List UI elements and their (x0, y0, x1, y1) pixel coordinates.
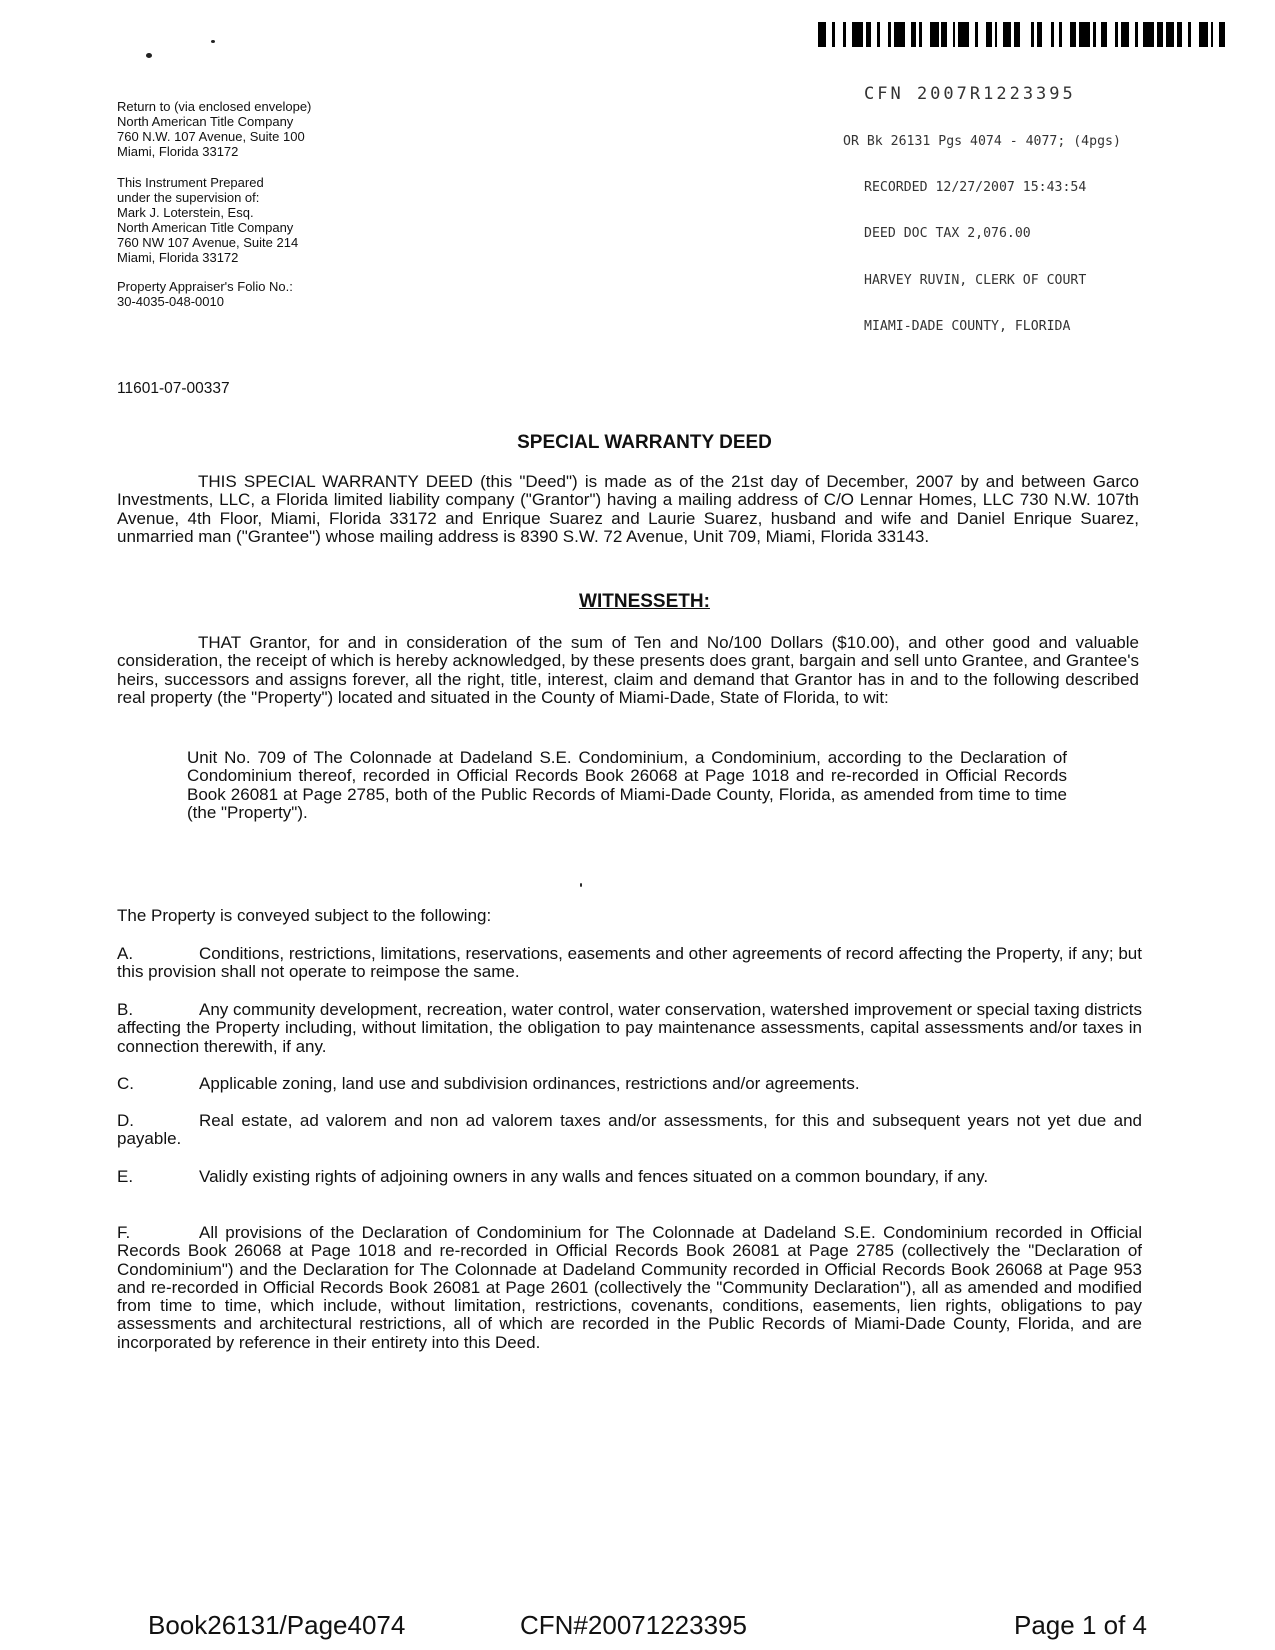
exception-text: Validly existing rights of adjoining owners in any walls and fences situated on a common boundary, if any. (199, 1167, 989, 1186)
scan-speck (211, 40, 215, 43)
footer-page-number: Page 1 of 4 (1014, 1610, 1147, 1640)
barcode-bar (1042, 22, 1050, 47)
exception-item-d (117, 1112, 1142, 1149)
barcode-bar (922, 22, 930, 47)
prepared-by-block (117, 175, 477, 265)
scan-speck (146, 53, 152, 58)
stamp-county: MIAMI-DADE COUNTY, FLORIDA (864, 318, 1071, 334)
return-to-line: North American Title Company (117, 114, 294, 129)
stamp-doc-tax: DEED DOC TAX 2,076.00 (864, 226, 1031, 242)
exception-letter: B. (117, 1000, 134, 1019)
prepared-by-line: Mark J. Loterstein, Esq. (117, 205, 254, 220)
scan-speck (580, 883, 582, 887)
barcode-bar (894, 22, 905, 47)
stamp-recorded: RECORDED 12/27/2007 15:43:54 (864, 180, 1087, 196)
barcode-bar (1121, 22, 1129, 47)
exception-item-e (117, 1168, 1142, 1186)
folio-block (117, 279, 477, 309)
barcode-bar (1199, 22, 1207, 47)
exception-text: Any community development, recreation, water control, water conservation, watershed improvement or special taxing districts affecting the Property including, without limitation, the obligation to pay maintenance assessments, capital assessments and/or taxes in connection therewith, if any. (117, 1000, 1142, 1056)
folio-number: 30-4035-048-0010 (117, 294, 224, 309)
footer-book-page: Book26131/Page4074 (148, 1610, 406, 1640)
exception-item-f (117, 1224, 1142, 1352)
prepared-by-line: 760 NW 107 Avenue, Suite 214 (117, 235, 299, 250)
exception-text: Real estate, ad valorem and non ad valorem taxes and/or assessments, for this and subsequent years not yet due and payable. (117, 1111, 1142, 1149)
barcode-bar (852, 22, 863, 47)
return-to-line: 760 N.W. 107 Avenue, Suite 100 (117, 129, 305, 144)
witnesseth-heading: WITNESSETH: (579, 591, 710, 612)
exception-item-a (117, 945, 1142, 982)
return-to-line: Return to (via enclosed envelope) (117, 99, 312, 114)
exception-letter: D. (117, 1111, 134, 1130)
exception-text: Conditions, restrictions, limitations, reservations, easements and other agreements of record affecting the Property, if any; but this provision shall not operate to reimpose the same. (117, 944, 1142, 982)
order-number: 11601-07-00337 (117, 380, 230, 397)
barcode-bar (1079, 22, 1090, 47)
barcode-bar (1020, 22, 1031, 47)
prepared-by-line: North American Title Company (117, 220, 294, 235)
exception-letter: E. (117, 1167, 134, 1186)
subject-to-intro: The Property is conveyed subject to the following: (117, 906, 492, 925)
return-to-line: Miami, Florida 33172 (117, 144, 239, 159)
barcode-bar (1225, 22, 1228, 47)
barcode-bar (978, 22, 986, 47)
exception-letter: C. (117, 1074, 134, 1093)
prepared-by-line: under the supervision of: (117, 190, 260, 205)
legal-description: Unit No. 709 of The Colonnade at Dadeland S.E. Condominium, a Condominium, according to the Declaration of Condominium thereof, recorded in Official Records Book 26068 at Page 1018 and re-recorded in Official Records Book 26081 at Page 2785, both of the Public Records of Miami-Dade County, Florida, as amended from time to time (the "Property"). (187, 748, 1067, 822)
barcode-bar (1062, 22, 1070, 47)
exception-text: All provisions of the Declaration of Condominium for The Colonnade at Dadeland S.E. Condominium recorded in Official Records Book 26068 at Page 1018 and re-recorded in Official Records Book 26081 at Page 2785 (collectively the "Declaration of Condominium") and the Declaration for The Colonnade at Dadeland Community recorded in Official Records Book 26068 at Page 953 and re-recorded in Official Records Book 26081 at Page 2601 (collectively the "Community Declaration"), all as amended and modified from time to time, which include, without limitation, restrictions, covenants, conditions, easements, lien rights, obligations to pay assessments and architectural restrictions, all of which are recorded in the Public Records of Miami-Dade County, Florida, and are incorporated by reference in their entirety into this Deed. (117, 1223, 1142, 1352)
barcode-bar (1003, 22, 1011, 47)
grant-paragraph: THAT Grantor, for and in consideration of the sum of Ten and No/100 Dollars ($10.00), and other good and valuable consideration, the receipt of which is hereby acknowledged, by these presents does grant, bargain and sell unto Grantee, and Grantee's heirs, successors and assigns forever, all the right, title, interest, claim and demand that Grantor has in and to the following described real property (the "Property") located and situated in the County of Miami-Dade, State of Florida, to wit: (117, 633, 1139, 707)
exception-item-c (117, 1075, 1142, 1093)
barcode-bar (958, 22, 969, 47)
exception-letter: A. (117, 944, 134, 963)
barcode-bar (818, 22, 826, 47)
barcode-bar (880, 22, 888, 47)
stamp-book-pages: OR Bk 26131 Pgs 4074 - 4077; (4pgs) (843, 134, 1121, 150)
barcode-bar (1143, 22, 1154, 47)
intro-paragraph: THIS SPECIAL WARRANTY DEED (this "Deed") is made as of the 21st day of December, 2007 by and between Garco Investments, LLC, a Florida limited liability company ("Grantor") having a mailing address of C/O Lennar Homes, LLC 730 N.W. 107th Avenue, 4th Floor, Miami, Florida 33172 and Enrique Suarez and Laurie Suarez, husband and wife and Daniel Enrique Suarez, unmarried man ("Grantee") whose mailing address is 8390 S.W. 72 Avenue, Unit 709, Miami, Florida 33143. (117, 472, 1139, 546)
prepared-by-line: Miami, Florida 33172 (117, 250, 239, 265)
exception-letter: F. (117, 1223, 131, 1242)
barcode-bar (1191, 22, 1199, 47)
return-to-block (117, 99, 477, 159)
stamp-cfn: CFN 2007R1223395 (864, 83, 1076, 104)
exception-text: Applicable zoning, land use and subdivision ordinances, restrictions and/or agreements. (199, 1074, 860, 1093)
recording-stamp (843, 56, 1121, 365)
recording-barcode (818, 22, 1228, 47)
footer-cfn: CFN#20071223395 (520, 1610, 747, 1640)
prepared-by-line: This Instrument Prepared (117, 175, 264, 190)
exception-item-b (117, 1001, 1142, 1056)
barcode-bar (930, 22, 938, 47)
barcode-bar (1107, 22, 1115, 47)
barcode-bar (1166, 22, 1174, 47)
barcode-bar (835, 22, 843, 47)
folio-label: Property Appraiser's Folio No.: (117, 279, 293, 294)
stamp-clerk: HARVEY RUVIN, CLERK OF COURT (864, 272, 1087, 288)
document-title: SPECIAL WARRANTY DEED (517, 432, 772, 453)
